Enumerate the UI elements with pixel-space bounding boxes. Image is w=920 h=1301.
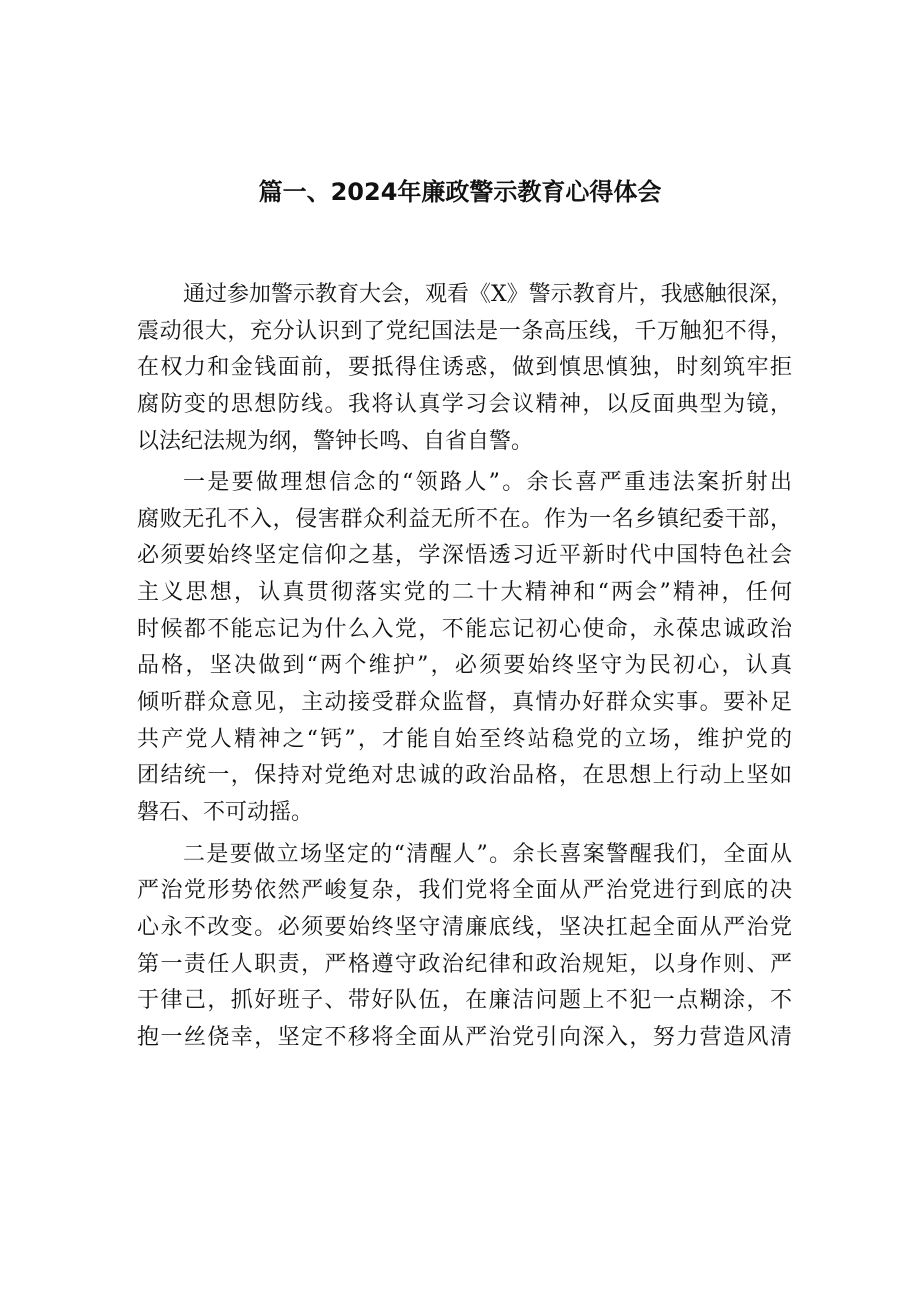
text-line: 在权力和金钱面前，要抵得住诱惑，做到慎思慎独，时刻筑牢拒 [137, 355, 792, 381]
text-line: 震动很大，充分认识到了党纪国法是一条高压线，千万触犯不得， [137, 318, 792, 344]
text-line: 于律己，抓好班子、带好队伍，在廉洁问题上不犯一点糊涂，不 [137, 988, 792, 1014]
text-line: 磐石、不可动摇。 [137, 799, 314, 825]
text-line: 通过参加警示教育大会，观看《X》警示教育片，我感触很深， [183, 282, 793, 307]
document-body [137, 277, 792, 1056]
text-line: 共产党人精神之“钙”，才能自始至终站稳党的立场，维护党的 [137, 726, 792, 752]
text-line: 腐败无孔不入，侵害群众利益无所不在。作为一名乡镇纪委干部， [137, 506, 792, 532]
text-line: 腐防变的思想防线。我将认真学习会议精神，以反面典型为镜， [137, 391, 792, 417]
paragraph-3 [137, 837, 792, 1057]
text-line: 第一责任人职责，严格遵守政治纪律和政治规矩，以身作则、严 [137, 951, 792, 977]
text-line: 二是要做立场坚定的“清醒人”。余长喜案警醒我们，全面从 [183, 841, 792, 867]
text-line: 心永不改变。必须要始终坚守清廉底线，坚决扛起全面从严治党 [137, 914, 792, 940]
paragraph-2 [137, 465, 792, 831]
text-line: 时候都不能忘记为什么入党，不能忘记初心使命，永葆忠诚政治 [137, 616, 792, 642]
text-line: 以法纪法规为纲，警钟长鸣、自省自警。 [137, 428, 534, 454]
text-line: 抱一丝侥幸，坚定不移将全面从严治党引向深入，努力营造风清 [137, 1024, 792, 1050]
paragraph-1 [137, 277, 792, 460]
document-title: 篇一、2024年廉政警示教育心得体会 [258, 178, 662, 206]
text-line: 一是要做理想信念的“领路人”。余长喜严重违法案折射出 [183, 470, 792, 496]
text-line: 团结统一，保持对党绝对忠诚的政治品格，在思想上行动上坚如 [137, 763, 792, 789]
text-line: 严治党形势依然严峻复杂，我们党将全面从严治党进行到底的决 [137, 878, 792, 904]
text-line: 必须要始终坚定信仰之基，学深悟透习近平新时代中国特色社会 [137, 543, 792, 569]
text-line: 主义思想，认真贯彻落实党的二十大精神和“两会”精神，任何 [137, 580, 792, 606]
text-line: 品格，坚决做到“两个维护”，必须要始终坚守为民初心，认真 [137, 653, 792, 679]
text-line: 倾听群众意见，主动接受群众监督，真情办好群众实事。要补足 [137, 690, 792, 716]
